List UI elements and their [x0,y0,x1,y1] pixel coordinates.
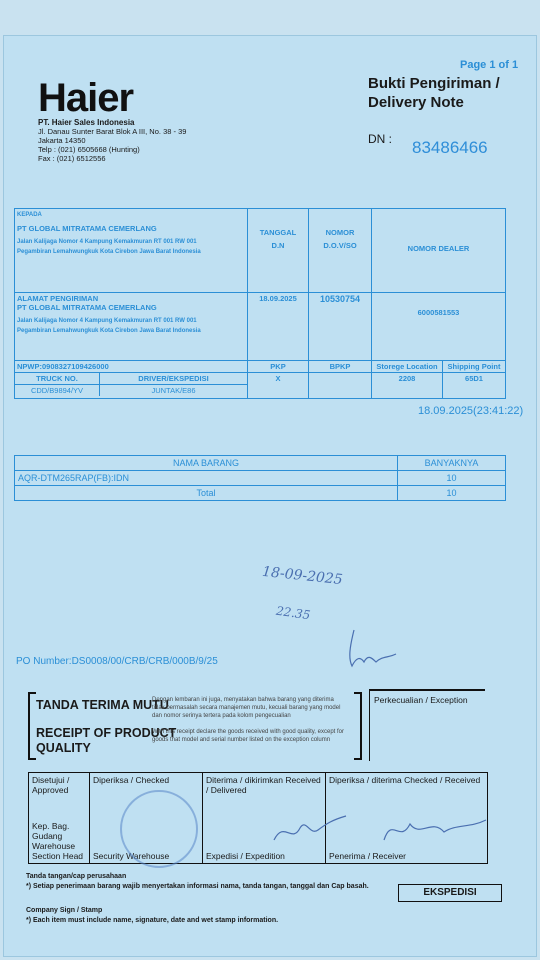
receipt-en-line2: QUALITY [36,741,91,755]
stamp-text-en: *) Each item must include name, signature, date and wet stamp information. [26,917,279,924]
nomor-value: 10530754 [309,293,372,361]
exception-box: Perkecualian / Exception [369,689,485,761]
consignee-name: PT GLOBAL MITRATAMA CEMERLANG [17,224,157,233]
dn-value: 83486466 [412,138,488,157]
consignee-address1: Jalan Kalijaga Nomor 4 Kampung Kemakmuran RT 001 RW 001 [17,239,197,245]
stamp-note-id [26,872,369,892]
item-qty: 10 [398,471,506,486]
warehouse-head [32,821,89,861]
company-stamp [120,790,198,868]
storage-value: 2208 [372,373,443,399]
col-banyaknya: BANYAKNYA [398,456,506,471]
haier-logo: Haier [38,76,134,120]
receipt-quality-box [28,688,360,760]
bracket-left [28,692,36,760]
tanggal-label: TANGGAL [259,228,297,237]
kepada-label: KEPADA [17,212,42,218]
receiver-signature [380,810,490,850]
nomor-label: NOMOR [325,228,355,237]
stamp-note-en [26,906,278,926]
handwritten-date: 18-09-2025 [261,563,344,589]
ship-address1: Jalan Kalijaga Nomor 4 Kampung Kemakmuran RT 001 RW 001 [17,318,197,324]
received-label: Diperiksa / diterima Checked / Received [329,775,481,785]
company-name: PT. Haier Sales Indonesia [38,118,135,127]
driver-value: JUNTAK/E86 [151,386,196,395]
total-value: 10 [398,486,506,501]
address-line1: Jl. Danau Sunter Barat Blok A III, No. 38 - 39 [38,127,187,136]
checked-label: Diperiksa / Checked [93,775,170,785]
dealer-header [372,209,506,293]
npwp: NPWP:0908327109426000 [15,361,248,373]
date-value: 18.09.2025 [248,293,309,361]
shipping-value: 65D1 [443,373,506,399]
title-line2: Delivery Note [368,94,464,111]
nomor-header [309,209,372,293]
truck-driver-table [15,373,247,396]
table-row [15,471,506,486]
shipping-address-cell [15,293,248,361]
truck-driver-cell [15,373,248,399]
warehouse-head-1: Kep. Bag. Gudang [32,821,70,841]
title-line1: Bukti Pengiriman / [368,75,500,92]
handwritten-signature [340,628,400,674]
dn-label: DN : [368,132,392,146]
item-name: AQR-DTM265RAP(FB):IDN [15,471,398,486]
consignee-table [14,208,506,399]
print-timestamp: 18.09.2025(23:41:22) [418,405,524,417]
storage-label: Storege Location [372,361,443,373]
expedition-label: Expedisi / Expedition [206,851,285,861]
receiver-label: Penerima / Receiver [329,851,407,861]
receipt-text-en: With this receipt declare the goods received with good quality, except for goods that model and serial number listed on the exception column [152,729,344,743]
dealer-value: 6000581553 [417,308,460,317]
consignee-address2: Pegambiran Lemahwungkuk Kota Cirebon Jawa Barat Indonesia [17,249,201,255]
dealer-label: NOMOR DEALER [407,244,470,253]
goods-table [14,455,506,501]
bpkp-label: BPKP [309,361,372,373]
truck-value: CDD/B9894/YV [15,385,100,397]
pkp-label: PKP [248,361,309,373]
expedition-signature [270,800,350,850]
tanda-terima-mutu: TANDA TERIMA MUTU [36,698,169,712]
warehouse-head-2: Warehouse Section Head [32,841,84,861]
bracket-right [354,692,362,760]
truck-label: TRUCK NO. [15,373,100,385]
delivered-label: Diterima / dikirimkan Received / Delivered [206,775,321,795]
col-nama-barang: NAMA BARANG [15,456,398,471]
copy-label: EKSPEDISI [398,884,502,902]
ship-name: PT GLOBAL MITRATAMA CEMERLANG [17,303,157,312]
receipt-text-id: Dengan lembaran ini juga, menyatakan bahwa barang yang diterima tidak bermasalah secara manajemen mutu, kecuali barang yang model dan nomor serinya tertera pada kolom pengecualian [152,697,341,719]
nomor-sub: D.O.V/SO [323,241,357,250]
po-number: PO Number:DS0008/00/CRB/CRB/000B/9/25 [16,656,218,667]
telp: Telp : (021) 6505668 (Hunting) [38,145,140,154]
ship-address2: Pegambiran Lemahwungkuk Kota Cirebon Jawa Barat Indonesia [17,328,201,334]
address-line2: Jakarta 14350 [38,136,86,145]
approved-cell [29,773,90,864]
alamat-label: ALAMAT PENGIRIMAN [17,294,99,303]
stamp-label-id: Tanda tangan/cap perusahaan [26,873,127,880]
tanggal-header [248,209,309,293]
company-info [38,118,186,163]
pkp-value: X [248,373,309,399]
bpkp-value [309,373,372,399]
driver-label: DRIVER/EKSPEDISI [100,373,248,385]
shipping-label: Shipping Point [443,361,506,373]
document-title [368,74,500,112]
handwritten-time: 22.35 [275,603,312,623]
fax: Fax : (021) 6512556 [38,154,106,163]
dealer-value-cell [372,293,506,361]
consignee-cell [15,209,248,293]
security-label: Security Warehouse [93,851,170,861]
page-number: Page 1 of 1 [460,59,519,71]
stamp-text-id: *) Setiap penerimaan barang wajib menyertakan informasi nama, tanda tangan, tanggal dan Cap basah. [26,883,369,890]
receipt-en-line1: RECEIPT OF PRODUCT [36,726,177,740]
stamp-label-en: Company Sign / Stamp [26,907,103,914]
total-label: Total [15,486,398,501]
approved-label: Disetujui / Approved [32,775,70,795]
tanggal-sub: D.N [271,241,285,250]
